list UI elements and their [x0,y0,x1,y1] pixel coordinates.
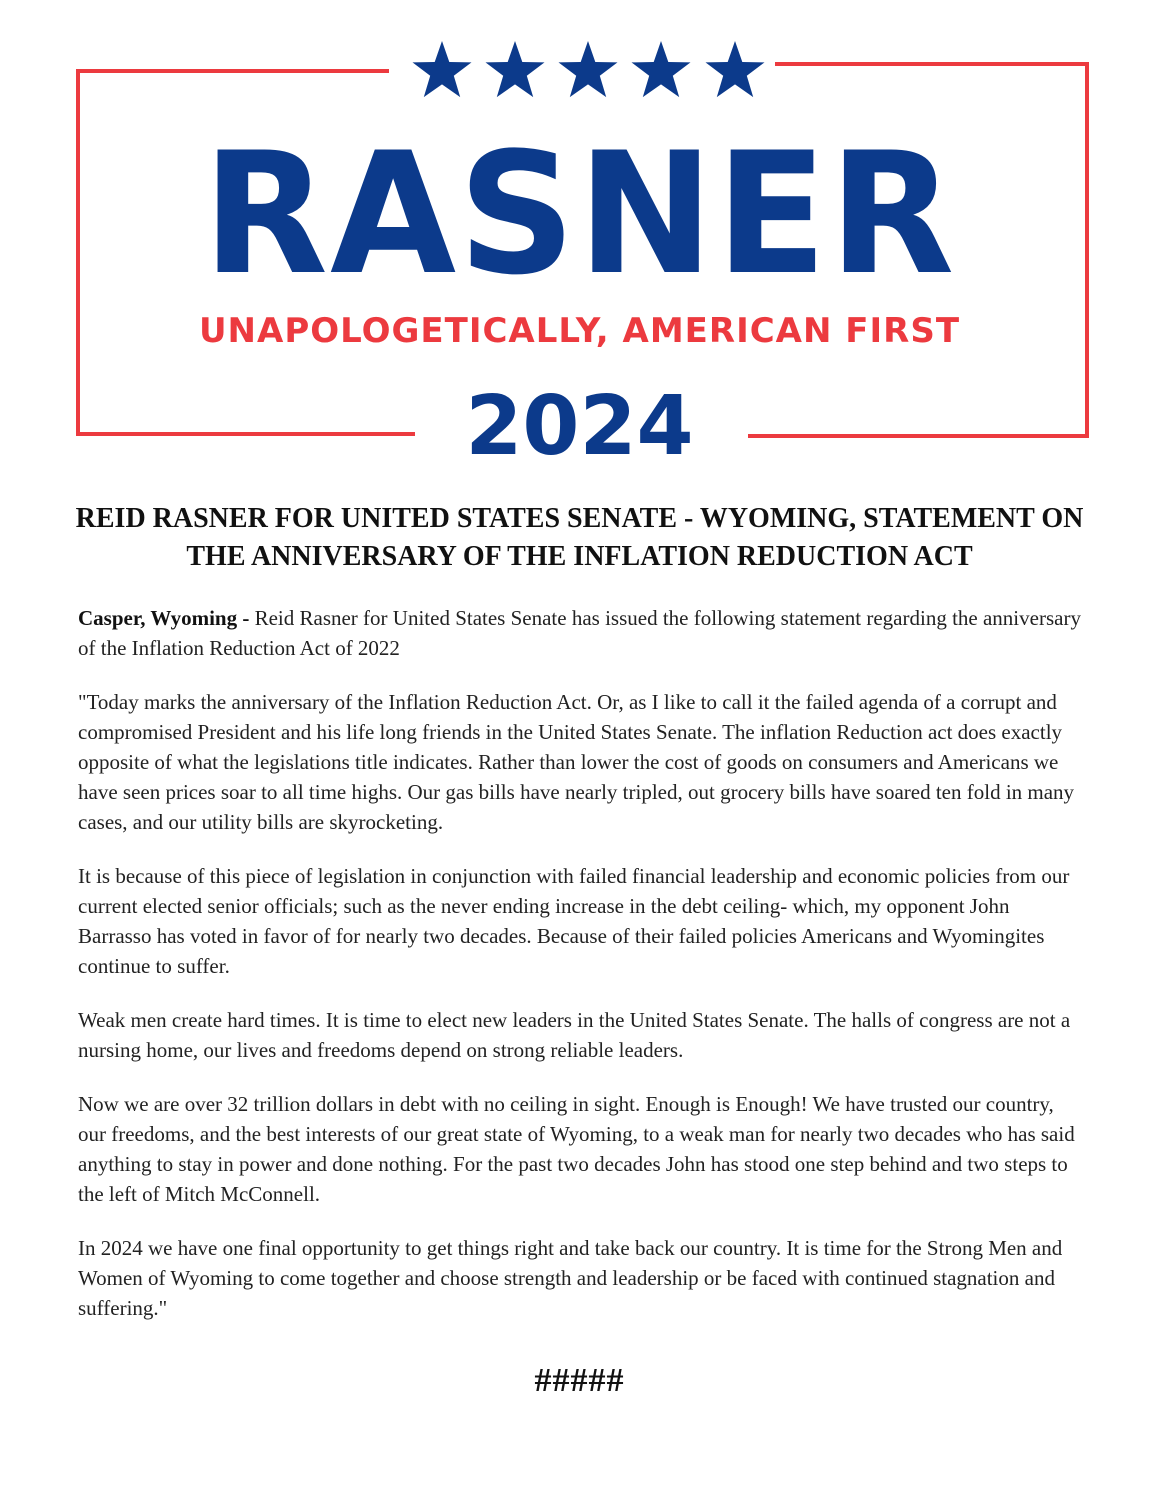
intro-text: Reid Rasner for United States Senate has issued the following statement regarding the anniversary of the Inflation Reduction Act of 2022 [78,606,1081,660]
star-icon [413,41,472,97]
dateline: Casper, Wyoming - [78,606,250,630]
statement-paragraph: "Today marks the anniversary of the Inflation Reduction Act. Or, as I like to call it the failed agenda of a corrupt and compromised President and his life long friends in the United States Senate. The inflation Reduction act does exactly opposite of what the legislations title indicates. Rather than lower the cost of goods on consumers and Americans we have seen prices soar to all time highs. Our gas bills have nearly tripled, out grocery bills have soared ten fold in many cases, and our utility bills are skyrocketing. [78,690,1075,834]
star-icon [706,41,765,97]
statement-paragraph: Weak men create hard times. It is time to elect new leaders in the United States Senate. The halls of congress are not a nursing home, our lives and freedoms depend on strong reliable leaders. [78,1008,1071,1062]
frame-top-right-line [775,62,1089,66]
star-icon [632,41,691,97]
end-of-release-mark: ##### [534,1362,625,1399]
statement-paragraph: It is because of this piece of legislation in conjunction with failed financial leadership and economic policies from our current elected senior officials; such as the never ending increase in the debt ceiling- which, my opponent John Barrasso has voted in favor of for nearly two decades. Because of their failed policies Americans and Wyomingites continue to suffer. [78,864,1070,978]
candidate-name: RASNER [202,116,957,312]
campaign-tagline: UNAPOLOGETICALLY, AMERICAN FIRST [198,311,961,351]
campaign-logo [0,0,1159,480]
frame-top-left-line [76,69,389,73]
release-headline: REID RASNER FOR UNITED STATES SENATE - WYOMING, STATEMENT ON THE ANNIVERSARY OF THE INFLATION REDUCTION ACT [75,503,1084,572]
election-year: 2024 [465,379,694,474]
star-icon [486,41,545,97]
stars-row [408,38,770,104]
statement-paragraph: In 2024 we have one final opportunity to get things right and take back our country. It is time for the Strong Men and Women of Wyoming to come together and choose strength and leadership or be faced with continued stagnation and suffering." [78,1236,1063,1320]
statement-paragraph: Now we are over 32 trillion dollars in debt with no ceiling in sight. Enough is Enough! We have trusted our country, our freedoms, and the best interests of our great state of Wyoming, to a weak man for nearly two decades who has said anything to stay in power and done nothing. For the past two decades John has stood one step behind and two steps to the left of Mitch McConnell. [78,1092,1075,1206]
release-body [78,603,1082,1347]
intro-paragraph [78,603,1082,663]
star-icon [559,41,618,97]
